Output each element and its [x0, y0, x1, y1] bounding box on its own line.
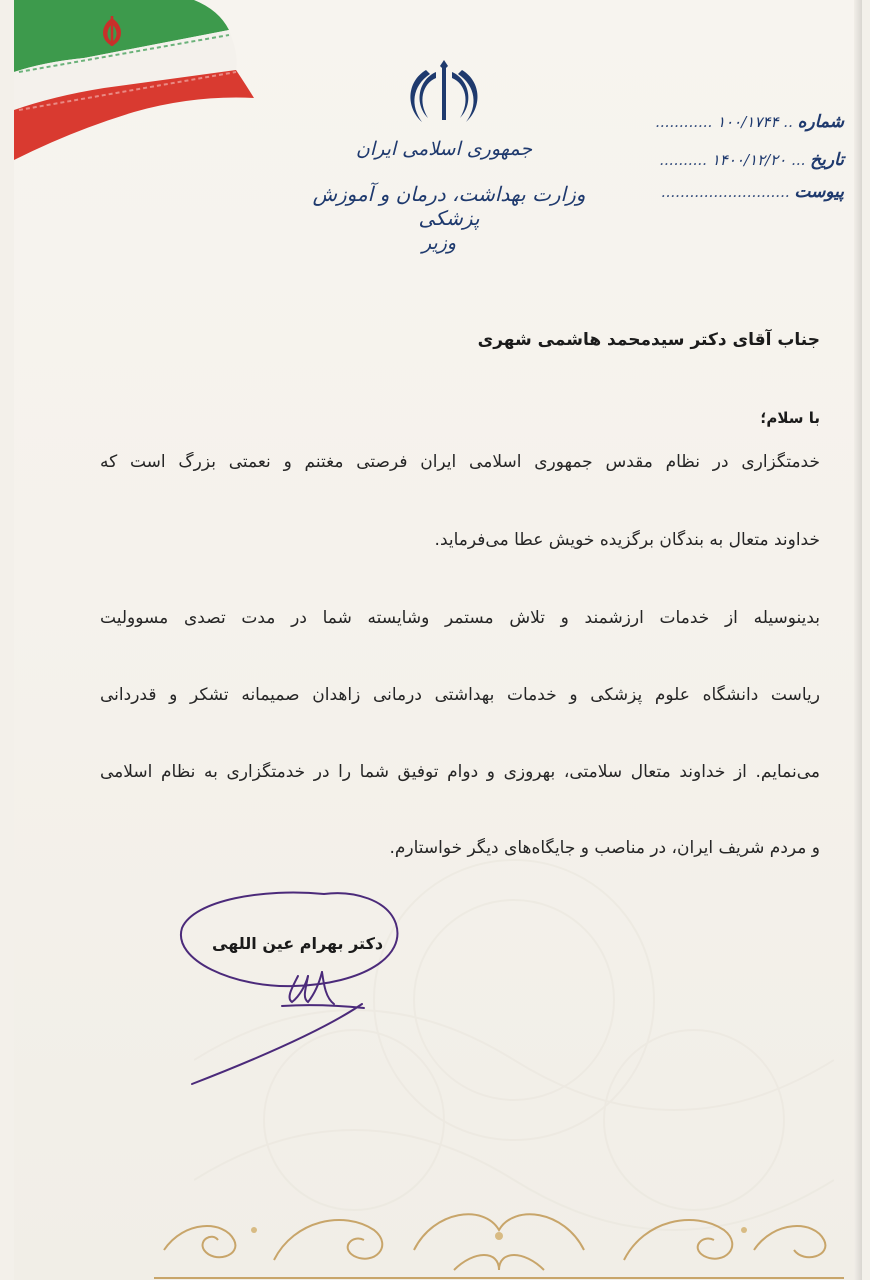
letter-page: [14, 0, 862, 1280]
minister-office-title: وزیر: [421, 232, 457, 254]
body-line: و مردم شریف ایران، در مناصب و جایگاه‌های دیگر خواستارم.: [389, 838, 820, 858]
number-value: ۱۰۰/۱۷۴۴: [717, 113, 779, 131]
body-line: خدمتگزاری در نظام مقدس جمهوری اسلامی ایران فرصتی مغتنم و نعمتی بزرگ است که: [100, 452, 820, 472]
signatory-name: دکتر بهرام عین اللهی: [212, 934, 384, 953]
gold-border-ornament: [154, 1190, 844, 1280]
emblem-icon: [404, 58, 484, 124]
letter-number: شماره .. ۱۰۰/۱۷۴۴ ............: [655, 112, 844, 132]
number-label: شماره: [797, 112, 844, 132]
ministry-title: وزارت بهداشت، درمان و آموزش پزشکی: [312, 182, 586, 230]
body-line: خداوند متعال به بندگان برگزیده خویش عطا می‌فرماید.: [434, 530, 820, 550]
greeting: با سلام؛: [760, 409, 820, 427]
date-value: ۱۴۰۰/۱۲/۲۰: [711, 151, 787, 169]
body-line: ریاست دانشگاه علوم پزشکی و خدمات بهداشتی درمانی زاهدان صمیمانه تشکر و قدردانی: [100, 685, 820, 705]
date-label: تاریخ: [810, 150, 844, 170]
letter-attachment: پیوست ...........................: [660, 182, 844, 202]
body-line: می‌نمایم. از خداوند متعال سلامتی، بهروزی و دوام توفیق شما را در خدمتگزاری به نظام اسلامی: [100, 762, 820, 782]
recipient: جناب آقای دکتر سیدمحمد هاشمی شهری: [477, 330, 820, 350]
signature-image: [174, 880, 414, 1095]
republic-title: جمهوری اسلامی ایران: [355, 138, 533, 160]
attachment-label: پیوست: [794, 182, 844, 202]
iran-flag-image: [14, 0, 254, 165]
page-edge-shadow: [854, 0, 862, 1280]
letter-date: تاریخ ... ۱۴۰۰/۱۲/۲۰ ..........: [659, 150, 844, 170]
body-line: بدینوسیله از خدمات ارزشمند و تلاش مستمر وشایسته شما در مدت تصدی مسوولیت: [100, 608, 820, 628]
